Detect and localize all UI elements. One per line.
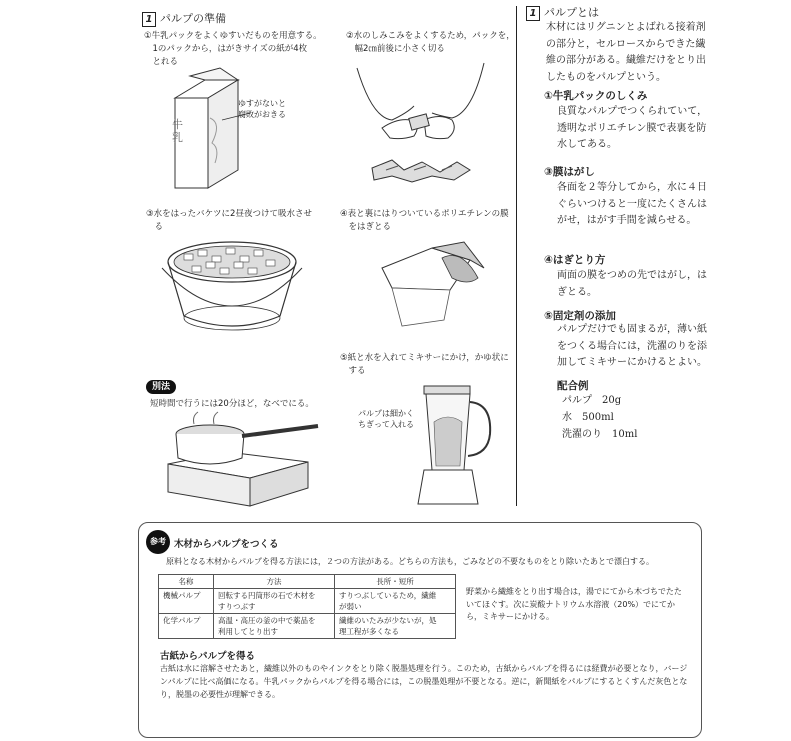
stove-pot-illustration [158, 412, 333, 508]
table-row [159, 614, 456, 639]
recipe-list [562, 392, 637, 443]
table-header-row [159, 575, 456, 589]
section-header-right [526, 4, 599, 21]
carton-label: 牛 乳 [172, 118, 183, 144]
peeling-film-illustration [372, 238, 492, 333]
step-1-text: ①牛乳パックをよくゆすいだものを用意する。 1のパックから，はがきサイズの紙が4枚 とれる [144, 31, 322, 67]
step-4-text: ④表と裏にはりついているポリエチレンの膜 をはぎとる [340, 209, 509, 232]
recipe-item: 洗濯のり 10ml [562, 429, 638, 440]
carton-note: ゆすがないと 腐敗がおきる [238, 99, 286, 119]
section-number-left: 1 [142, 12, 156, 27]
table-header: 長所・短所 [335, 575, 456, 589]
comparison-table [158, 574, 456, 639]
table-header: 名称 [159, 575, 214, 589]
reference-title: 木材からパルプをつくる [174, 539, 279, 550]
section-title-left: パルプの準備 [160, 12, 226, 25]
recipe-item: パルプ 20g [562, 395, 622, 406]
blender-illustration [418, 382, 498, 507]
step-5-text: ⑤紙と水を入れてミキサーにかけ，かゆ状に する [340, 353, 509, 376]
reference-intro: 原料となる木材からパルプを得る方法には，２つの方法がある。どちらの方法も，ごみなどの不要なものをとり除いたあとで漂白する。 [166, 557, 654, 566]
table-cell: 回転する円筒形の石で木材を すりつぶす [214, 589, 335, 614]
table-row [159, 589, 456, 614]
item-3-body: 各面を２等分してから，水に４日ぐらいつけると一度にたくさんはがせ，はがす手間を減らせる。 [557, 182, 707, 226]
step-2-text: ②水のしみこみをよくするため，パックを， 幅2㎝前後に小さく切る [346, 31, 515, 54]
item-3-head: ③膜はがし [544, 166, 595, 178]
item-1-head: ①牛乳パックのしくみ [544, 90, 648, 102]
item-4-head: ④はぎとり方 [544, 254, 606, 266]
item-4-body: 両面の膜をつめの先ではがし，はぎとる。 [557, 270, 707, 298]
section-title-right: パルプとは [544, 6, 599, 19]
table-cell: 繊維のいたみが少ないが，処 理工程が多くなる [335, 614, 456, 639]
bucket-illustration [162, 232, 312, 344]
pulp-intro: 木材にはリグニンとよばれる接着剤の部分と，セルロースからできた繊維の部分がある。繊維だけをとり出したものをパルプという。 [546, 22, 706, 83]
step-3-text: ③水をはったバケツに2昼夜つけて吸水させ る [146, 209, 312, 232]
pulp-note: パルプは細かく ちぎって入れる [358, 409, 414, 429]
table-cell: すりつぶしているため，繊維 が弱い [335, 589, 456, 614]
item-1-body: 良質なパルプでつくられていて，透明なポリエチレン膜で表裏を防水してある。 [557, 106, 708, 150]
recycled-paper-body: 古紙は水に溶解させたあと，繊維以外のものやインクをとり除く脱墨処理を行う。このため，古紙からパルプを得るには経費が必要となり，バージンパルプに比べ高価になる。牛乳パックからパルプを得る場合には，この脱墨処理が不要となる。逆に，新聞紙をパルプにするとくすんだ灰色となり，脱墨の必要性が理解できる。 [160, 664, 688, 699]
hands-tearing-illustration [352, 58, 492, 198]
recipe-item: 水 500ml [562, 412, 614, 423]
item-5-head: ⑤固定剤の添加 [544, 310, 616, 322]
vegetable-note: 野菜から繊維をとり出す場合は，湯でにてから木づちでたたいてほぐす。次に炭酸ナトリウム水溶液（20%）でにてから，ミキサーにかける。 [466, 587, 682, 621]
alt-method-badge: 別法 [146, 380, 176, 394]
item-5-body: パルプだけでも固まるが，薄い紙をつくる場合には，洗濯のりを添加してミキサーにかけるとよい。 [557, 324, 707, 368]
table-cell: 化学パルプ [159, 614, 214, 639]
section-number-right: 1 [526, 6, 540, 21]
table-cell: 機械パルプ [159, 589, 214, 614]
recycled-paper-title: 古紙からパルプを得る [160, 651, 256, 662]
column-divider [516, 6, 517, 506]
reference-badge: 参考 [146, 530, 170, 554]
comparison-table-wrap [158, 574, 456, 639]
recipe-title: 配合例 [557, 380, 589, 392]
table-cell: 高温・高圧の釜の中で薬品を 利用してとり出す [214, 614, 335, 639]
alt-method-text: 短時間で行うには20分ほど，なべでにる。 [150, 399, 314, 409]
section-header-left [142, 10, 226, 27]
table-header: 方法 [214, 575, 335, 589]
